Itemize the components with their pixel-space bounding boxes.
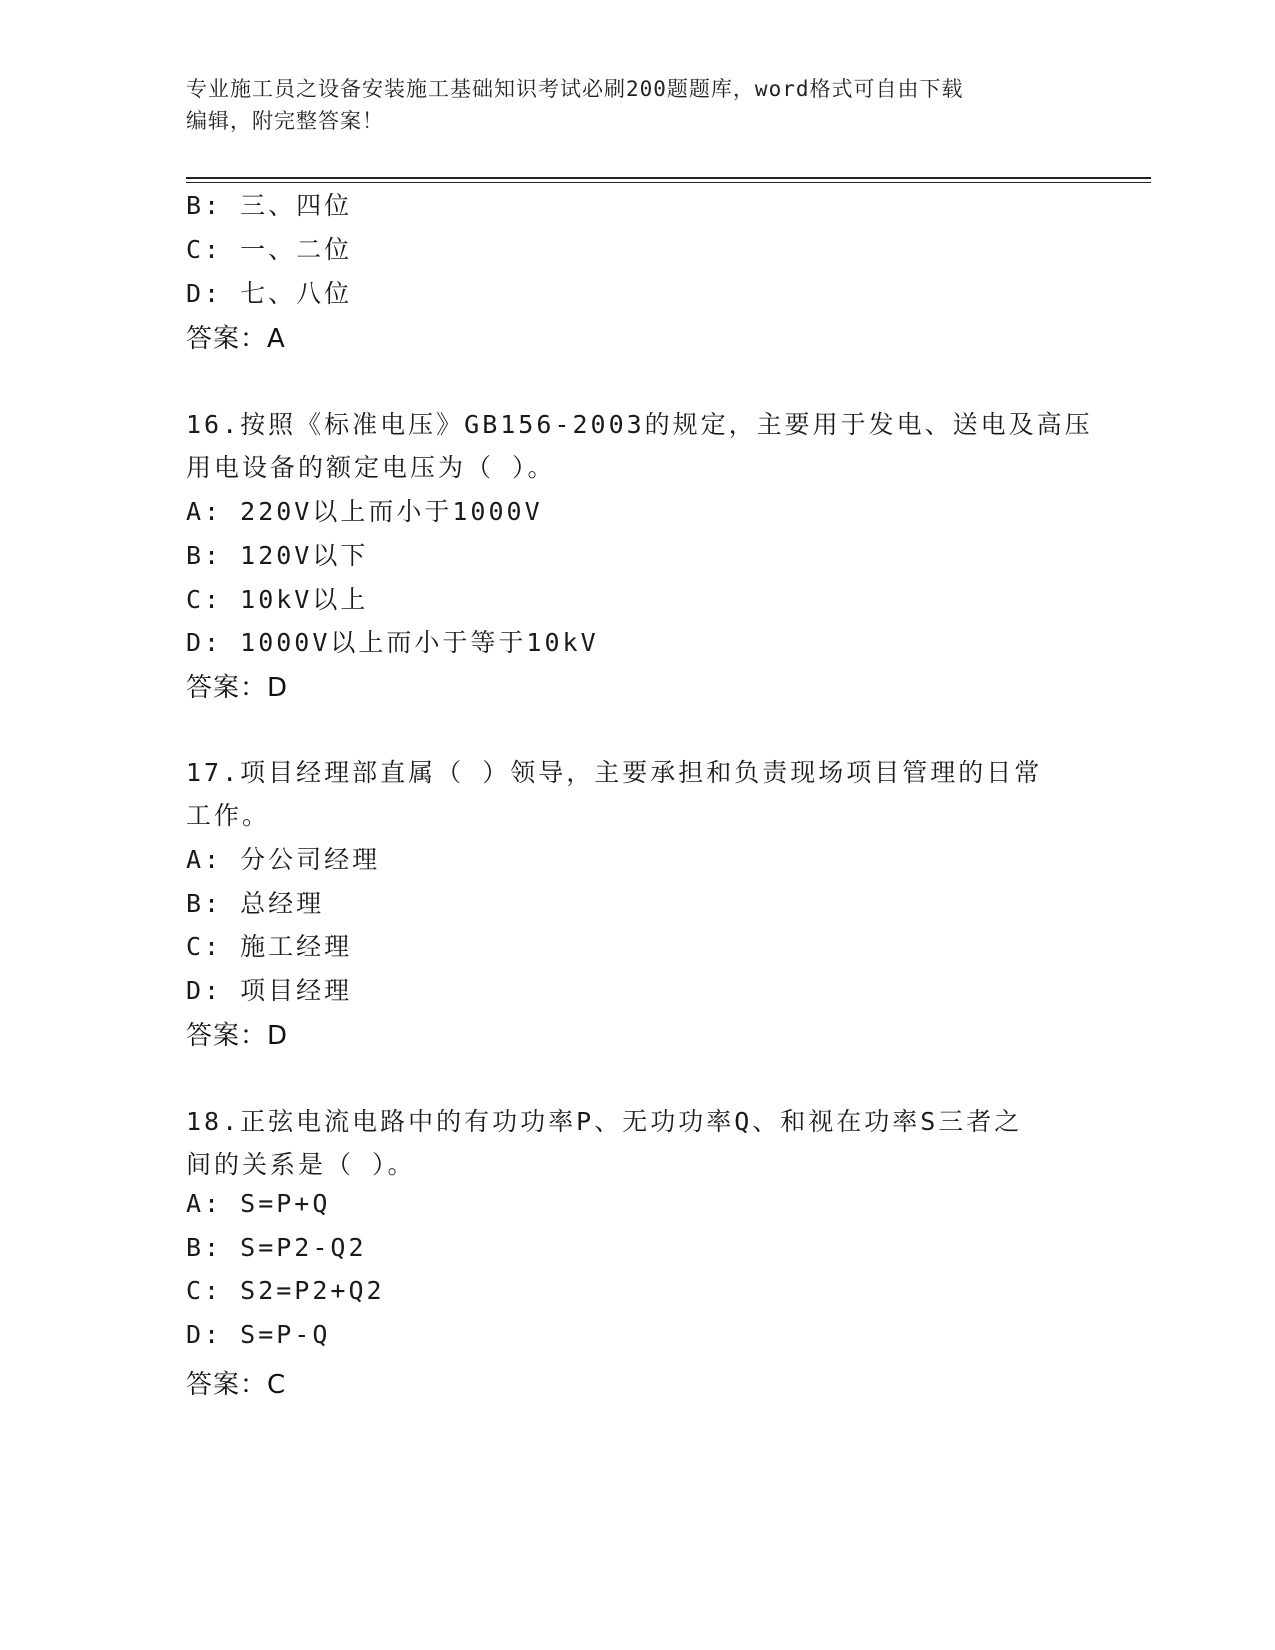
option-a: A: S=P+Q	[186, 1189, 331, 1218]
header-title-line-2: 编辑，附完整答案！	[186, 109, 384, 133]
document-header	[186, 73, 1086, 137]
header-divider-thin	[186, 182, 1151, 183]
question-stem: 18.正弦电流电路中的有功功率P、无功功率Q、和视在功率S三者之	[186, 1107, 1023, 1136]
option-a: A: 分公司经理	[186, 845, 381, 874]
option-b: B: 三、四位	[186, 191, 353, 220]
option-d: D: S=P-Q	[186, 1320, 331, 1349]
header-divider-thick	[186, 177, 1151, 179]
question-stem: 16.按照《标准电压》GB156-2003的规定，主要用于发电、送电及高压	[186, 410, 1093, 439]
question-stem-continued: 间的关系是（ ）。	[186, 1150, 416, 1179]
answer-label: 答案：D	[186, 1021, 289, 1051]
answer-label: 答案：A	[186, 324, 286, 354]
option-b: B: 总经理	[186, 889, 325, 918]
option-c: C: 10kV以上	[186, 585, 369, 614]
option-d: D: 1000V以上而小于等于10kV	[186, 628, 599, 657]
answer-label: 答案：D	[186, 673, 289, 703]
question-stem: 17.项目经理部直属（ ）领导，主要承担和负责现场项目管理的日常	[186, 758, 1043, 787]
question-stem-continued: 工作。	[186, 801, 271, 830]
option-a: A: 220V以上而小于1000V	[186, 497, 543, 526]
option-d: D: 七、八位	[186, 279, 353, 308]
option-c: C: S2=P2+Q2	[186, 1276, 385, 1305]
header-title-line-1: 专业施工员之设备安装施工基础知识考试必刷200题题库，word格式可自由下载	[186, 77, 964, 101]
option-c: C: 施工经理	[186, 932, 353, 961]
answer-label: 答案：C	[186, 1370, 287, 1400]
option-d: D: 项目经理	[186, 976, 353, 1005]
option-c: C: 一、二位	[186, 235, 353, 264]
option-b: B: 120V以下	[186, 541, 369, 570]
question-stem-continued: 用电设备的额定电压为（ ）。	[186, 453, 556, 482]
option-b: B: S=P2-Q2	[186, 1233, 367, 1262]
